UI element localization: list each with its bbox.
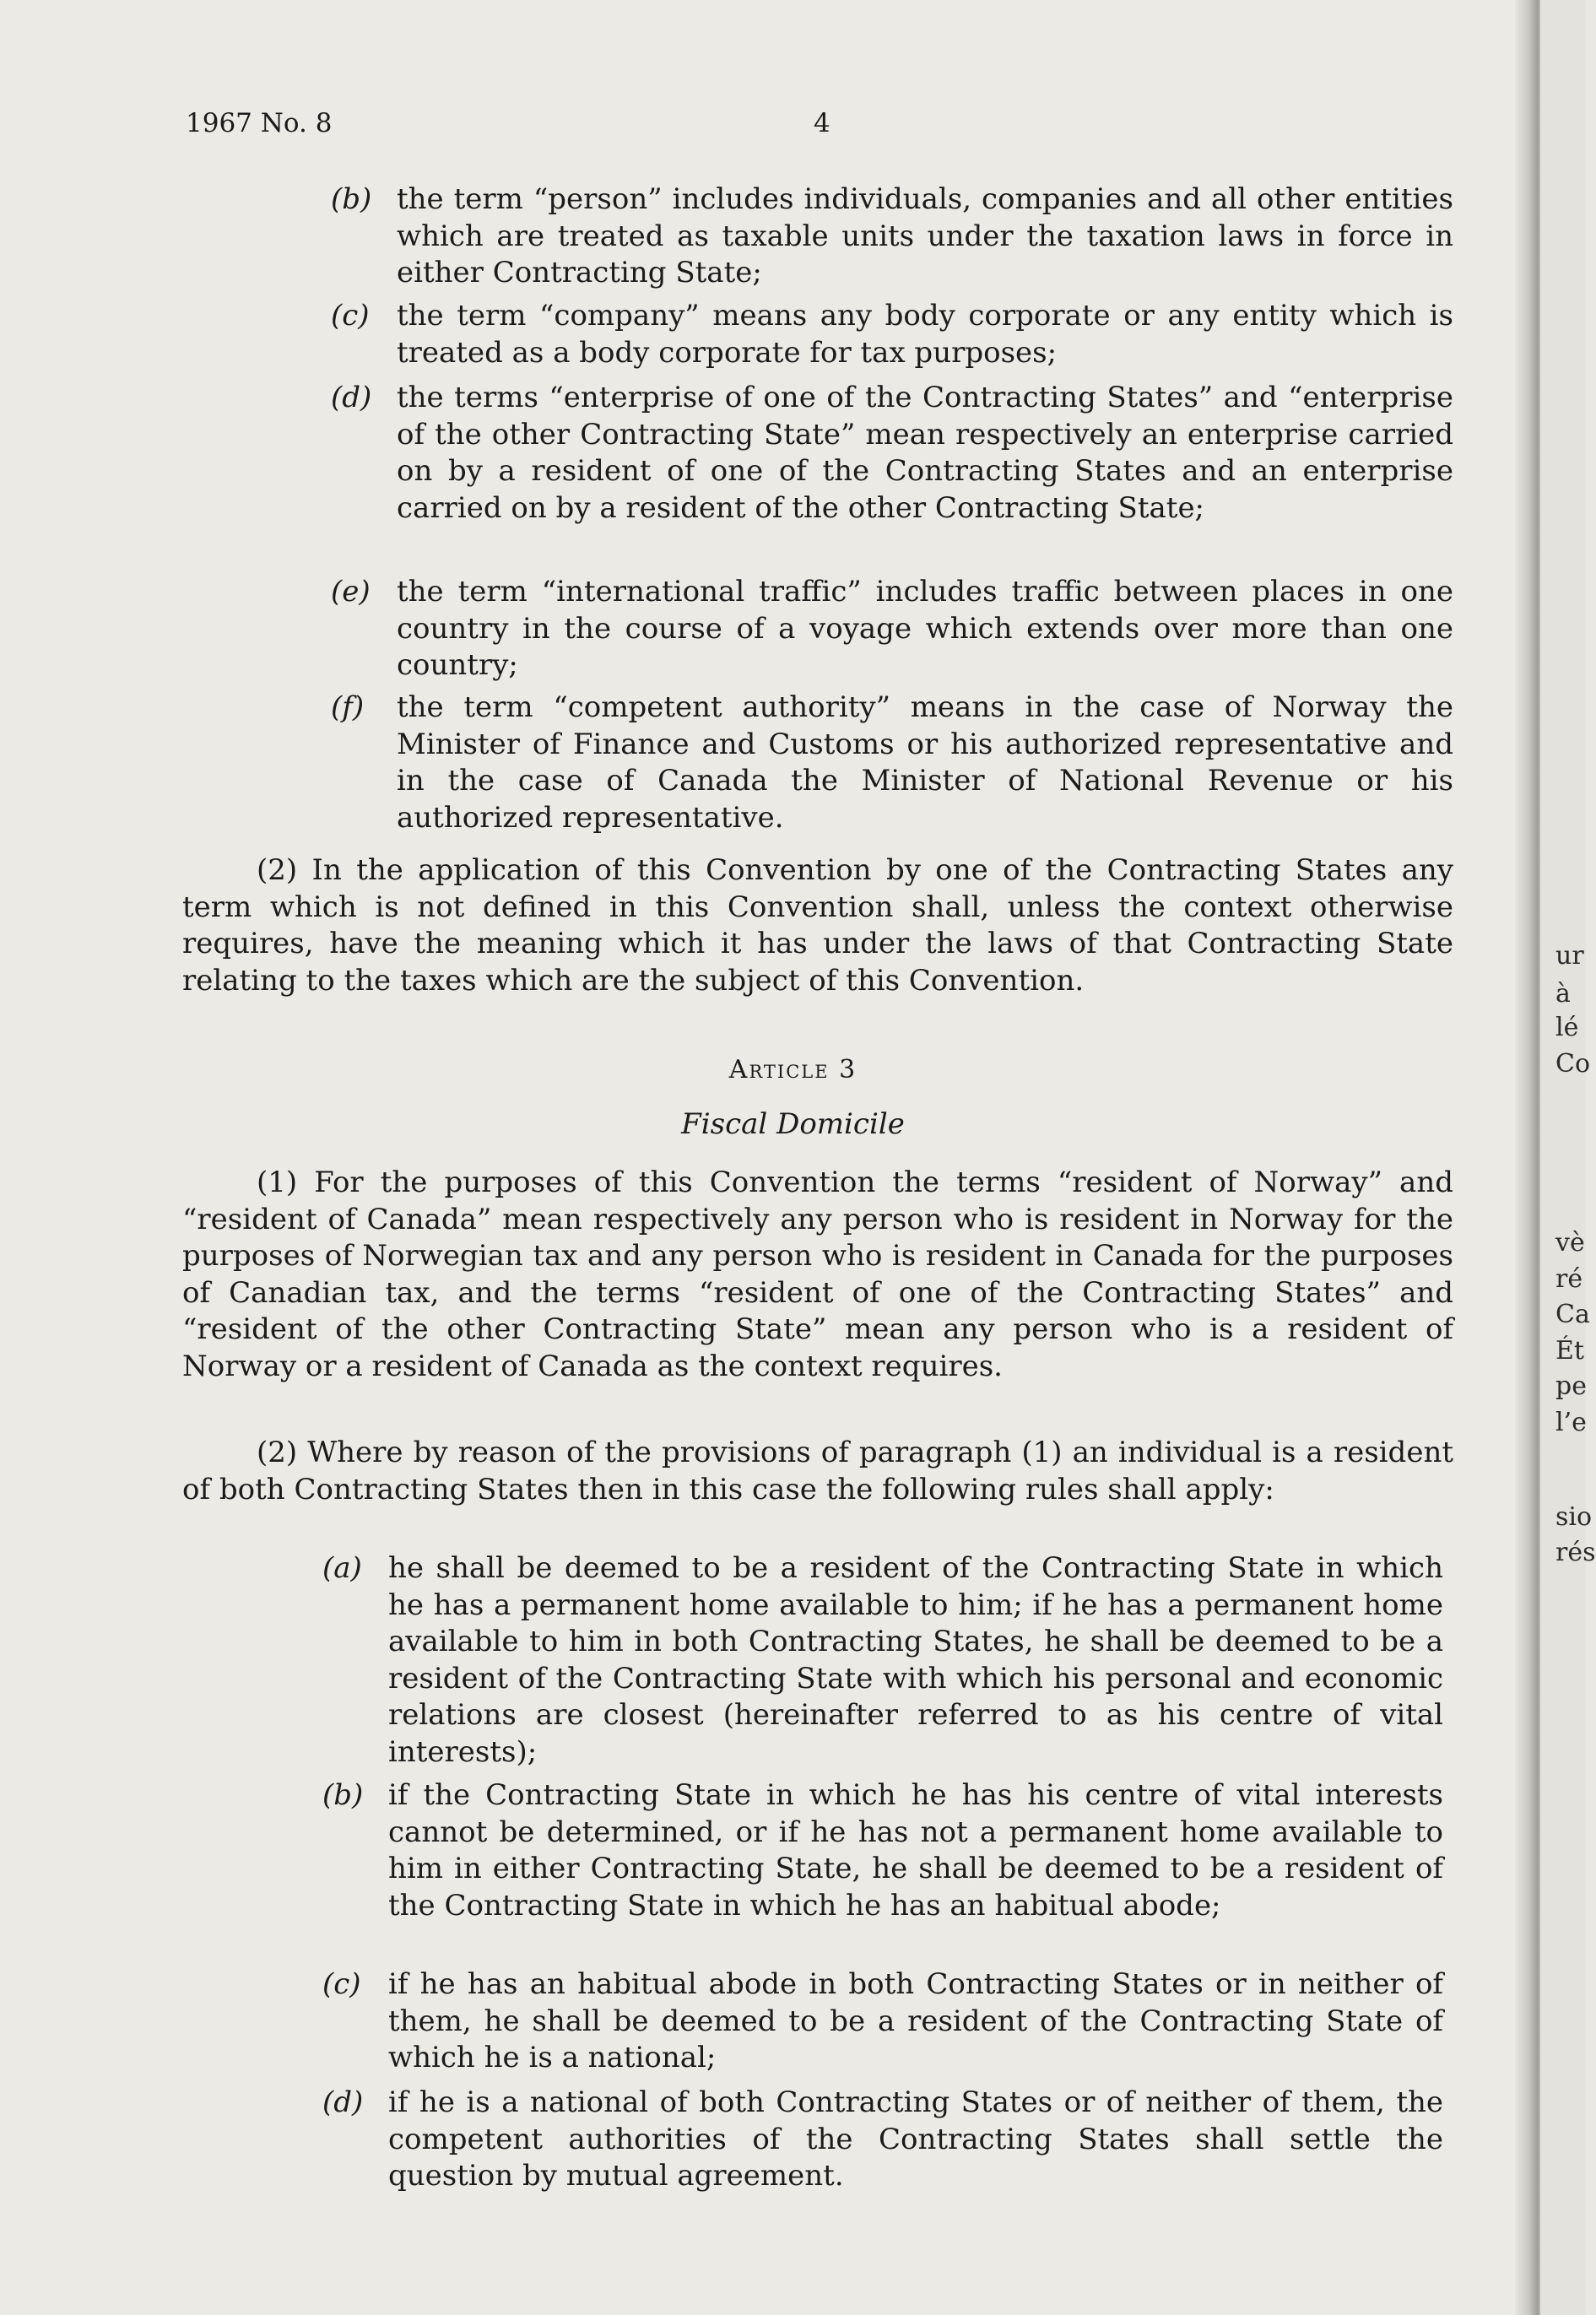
facing-text-fragment: vè bbox=[1555, 1228, 1585, 1258]
page-number: 4 bbox=[814, 108, 830, 138]
book-gutter bbox=[1515, 0, 1540, 2315]
paragraph-2: (2) In the application of this Convention by one of the Contracting States any term which is not defined in this Convention shall, unless the context otherwise requires, have the meaning which it has under the laws of that Contracting State relating to the taxes which are the subject of this Convention. bbox=[182, 853, 1453, 998]
article-paragraph-2: (2) Where by reason of the provisions of paragraph (1) an individual is a resident of both Contracting States then in this case the following rules shall apply: bbox=[182, 1436, 1453, 1506]
rule-b bbox=[322, 1777, 1443, 1924]
rule-c bbox=[322, 1966, 1443, 2077]
article-heading: Article 3 bbox=[728, 1055, 858, 1084]
facing-text-fragment: ur bbox=[1555, 941, 1584, 971]
item-text: if he is a national of both Contracting States or of neither of them, the competent authorities of the Contracting States shall settle the question by mutual agreement. bbox=[388, 2085, 1443, 2193]
article-paragraph-1: (1) For the purposes of this Convention the terms “resident of Norway” and “resident of Canada” mean respectively any person who is resident in Norway for the purposes of Norwegian tax and any person who is resident in Canada for the purposes of Canadian tax, and the terms “resident of one of the Contracting States” and “resident of the other Contracting State” mean any person who is a resident of Norway or a resident of Canada as the context requires. bbox=[182, 1166, 1453, 1383]
definition-d bbox=[331, 380, 1453, 527]
item-text: the term “person” includes individuals, companies and all other entities which are treated as taxable units under the taxation laws in force in either Contracting State; bbox=[397, 182, 1453, 289]
definition-c bbox=[331, 298, 1453, 371]
item-text: the term “international traffic” includes traffic between places in one country in the course of a voyage which extends over more than one country; bbox=[397, 575, 1453, 682]
facing-text-fragment: ré bbox=[1555, 1264, 1583, 1294]
item-text: if he has an habitual abode in both Contracting States or in neither of them, he shall be deemed to be a resident of the Contracting State of which he is a national; bbox=[388, 1967, 1443, 2074]
rule-a bbox=[322, 1550, 1443, 1771]
facing-text-fragment: lé bbox=[1555, 1013, 1579, 1042]
item-text: the term “competent authority” means in the case of Norway the Minister of Finance and Customs or his authorized representative and in the case of Canada the Minister of National Revenue or his authorized representative. bbox=[397, 690, 1453, 835]
facing-text-fragment: Co bbox=[1555, 1049, 1591, 1079]
article-subheading: Fiscal Domicile bbox=[681, 1107, 905, 1141]
item-text: if the Contracting State in which he has his centre of vital interests cannot be determined, or if he has not a permanent home available to him in either Contracting State, he shall be deemed to be a resident of the Contracting State in which he has an habitual abode; bbox=[388, 1778, 1443, 1923]
facing-text-fragment: pe bbox=[1555, 1371, 1587, 1401]
item-text: he shall be deemed to be a resident of the Contracting State in which he has a permanent home available to him; if he has a permanent home available to him in both Contracting States, he shall be deemed to be a resident of the Contracting State with which his personal and economic relations are closest (hereinafter referred to as his centre of vital interests); bbox=[388, 1551, 1443, 1769]
item-text: the term “company” means any body corporate or any entity which is treated as a body corporate for tax purposes; bbox=[397, 299, 1453, 370]
facing-text-fragment: Ca bbox=[1555, 1300, 1590, 1329]
item-text: the terms “enterprise of one of the Contracting States” and “enterprise of the other Contracting State” mean respectively an enterprise carried on by a resident of one of the Contracting States and an enterprise carried on by a resident of the other Contracting State; bbox=[397, 381, 1453, 525]
item-label: (d) bbox=[331, 381, 372, 414]
definition-f bbox=[331, 690, 1453, 836]
facing-text-fragment: l’e bbox=[1555, 1408, 1587, 1437]
item-label: (e) bbox=[331, 575, 371, 608]
facing-text-fragment: Ét bbox=[1555, 1336, 1584, 1366]
facing-text-fragment: sio bbox=[1555, 1502, 1593, 1532]
item-label: (a) bbox=[322, 1551, 362, 1585]
item-label: (b) bbox=[322, 1778, 364, 1812]
item-label: (d) bbox=[322, 2085, 364, 2119]
item-label: (c) bbox=[322, 1967, 361, 2001]
facing-text-fragment: rés bbox=[1555, 1538, 1596, 1567]
facing-page-edge bbox=[1540, 0, 1596, 2315]
year-and-number: 1967 No. 8 bbox=[186, 108, 333, 138]
item-label: (f) bbox=[331, 690, 365, 724]
facing-text-fragment: à bbox=[1555, 979, 1571, 1009]
item-label: (c) bbox=[331, 299, 370, 333]
rule-d bbox=[322, 2085, 1443, 2195]
definition-e bbox=[331, 574, 1453, 684]
item-label: (b) bbox=[331, 182, 372, 216]
definition-b bbox=[331, 181, 1453, 292]
